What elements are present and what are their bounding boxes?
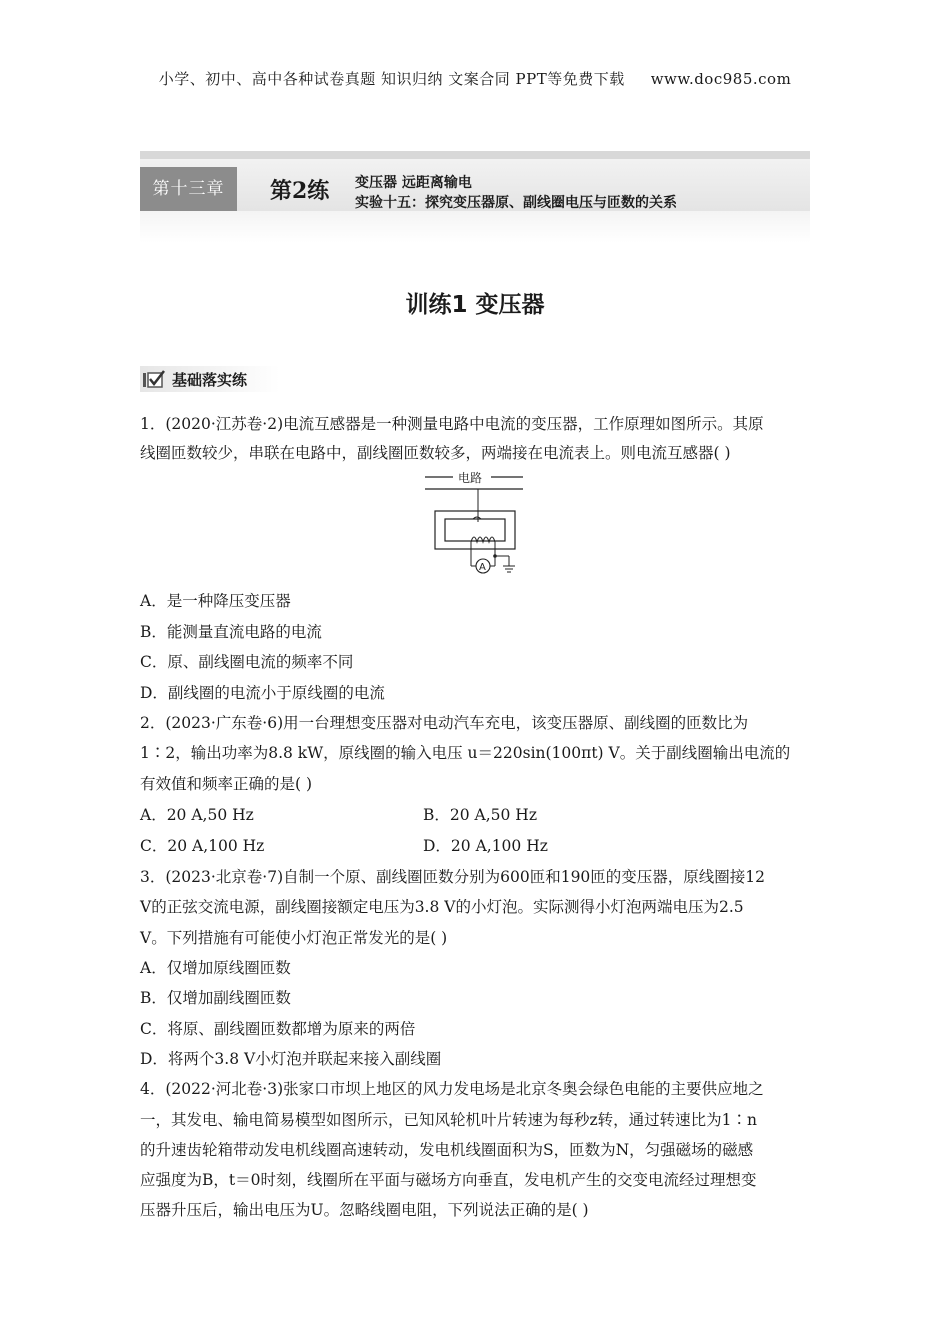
q3-option-b: B．仅增加副线圈匝数 bbox=[140, 989, 291, 1007]
q2-option-c: C．20 A,100 Hz bbox=[140, 837, 265, 855]
q4-line1: 4．(2022·河北卷·3)张家口市坝上地区的风力发电场是北京冬奥会绿色电能的主要供应地之 bbox=[140, 1080, 764, 1098]
current-transformer-figure bbox=[423, 470, 533, 580]
q1-option-a: A．是一种降压变压器 bbox=[140, 592, 291, 610]
q2-line2: 1∶2，输出功率为8.8 kW，原线圈的输入电压 u＝220sin(100πt) V。关于副线圈输出电流的 bbox=[140, 744, 791, 762]
header-text: 小学、初中、高中各种试卷真题 知识归纳 文案合同 PPT等免费下载 bbox=[158, 70, 625, 88]
q3-option-c: C．将原、副线圈匝数都增为原来的两倍 bbox=[140, 1020, 416, 1038]
q3-line1: 3．(2023·北京卷·7)自制一个原、副线圈匝数分别为600匝和190匝的变压器，原线圈接12 bbox=[140, 868, 766, 886]
ammeter-label: A bbox=[479, 562, 486, 573]
q1-option-c: C．原、副线圈电流的频率不同 bbox=[140, 653, 354, 671]
banner-shadow bbox=[140, 211, 810, 243]
topic-line-1: 变压器 远距离输电 bbox=[355, 175, 472, 191]
q4-line2: 一，其发电、输电简易模型如图所示，已知风轮机叶片转速为每秒z转，通过转速比为1∶n bbox=[140, 1111, 758, 1129]
section-label: 基础落实练 bbox=[172, 371, 248, 389]
q1-option-b: B．能测量直流电路的电流 bbox=[140, 623, 322, 641]
q1-line2: 线圈匝数较少，串联在电路中，副线圈匝数较多，两端接在电流表上。则电流互感器( ) bbox=[140, 444, 731, 462]
q4-line4: 应强度为B，t＝0时刻，线圈所在平面与磁场方向垂直，发电机产生的交变电流经过理想变 bbox=[140, 1171, 757, 1189]
q2-option-d: D．20 A,100 Hz bbox=[423, 837, 548, 855]
q4-line5: 压器升压后，输出电压为U。忽略线圈电阻，下列说法正确的是( ) bbox=[140, 1201, 589, 1219]
circuit-label: 电路 bbox=[458, 471, 483, 485]
q1-line1: 1．(2020·江苏卷·2)电流互感器是一种测量电路中电流的变压器，工作原理如图所示。其原 bbox=[140, 415, 764, 433]
checkbox-icon bbox=[142, 369, 166, 389]
section-header bbox=[140, 366, 280, 392]
lesson-label: 第2练 bbox=[270, 178, 330, 204]
header-site[interactable]: www.doc985.com bbox=[650, 70, 792, 88]
q3-option-a: A．仅增加原线圈匝数 bbox=[140, 959, 291, 977]
q3-option-d: D．将两个3.8 V小灯泡并联起来接入副线圈 bbox=[140, 1050, 442, 1068]
q3-line2: V的正弦交流电源，副线圈接额定电压为3.8 V的小灯泡。实际测得小灯泡两端电压为2.5 bbox=[140, 898, 744, 916]
chapter-banner bbox=[140, 151, 810, 211]
q3-line3: V。下列措施有可能使小灯泡正常发光的是( ) bbox=[140, 929, 448, 947]
q2-option-b: B．20 A,50 Hz bbox=[423, 806, 537, 824]
q2-line1: 2．(2023·广东卷·6)用一台理想变压器对电动汽车充电，该变压器原、副线圈的匝数比为 bbox=[140, 714, 749, 732]
page-title: 训练1 变压器 bbox=[405, 292, 545, 318]
topic-line-2: 实验十五：探究变压器原、副线圈电压与匝数的关系 bbox=[355, 195, 677, 211]
page-header bbox=[0, 68, 950, 89]
q1-option-d: D．副线圈的电流小于原线圈的电流 bbox=[140, 684, 385, 702]
q2-option-a: A．20 A,50 Hz bbox=[140, 806, 254, 824]
q4-line3: 的升速齿轮箱带动发电机线圈高速转动，发电机线圈面积为S，匝数为N，匀强磁场的磁感 bbox=[140, 1141, 754, 1159]
chapter-label: 第十三章 bbox=[140, 167, 237, 211]
q2-line3: 有效值和频率正确的是( ) bbox=[140, 775, 313, 793]
